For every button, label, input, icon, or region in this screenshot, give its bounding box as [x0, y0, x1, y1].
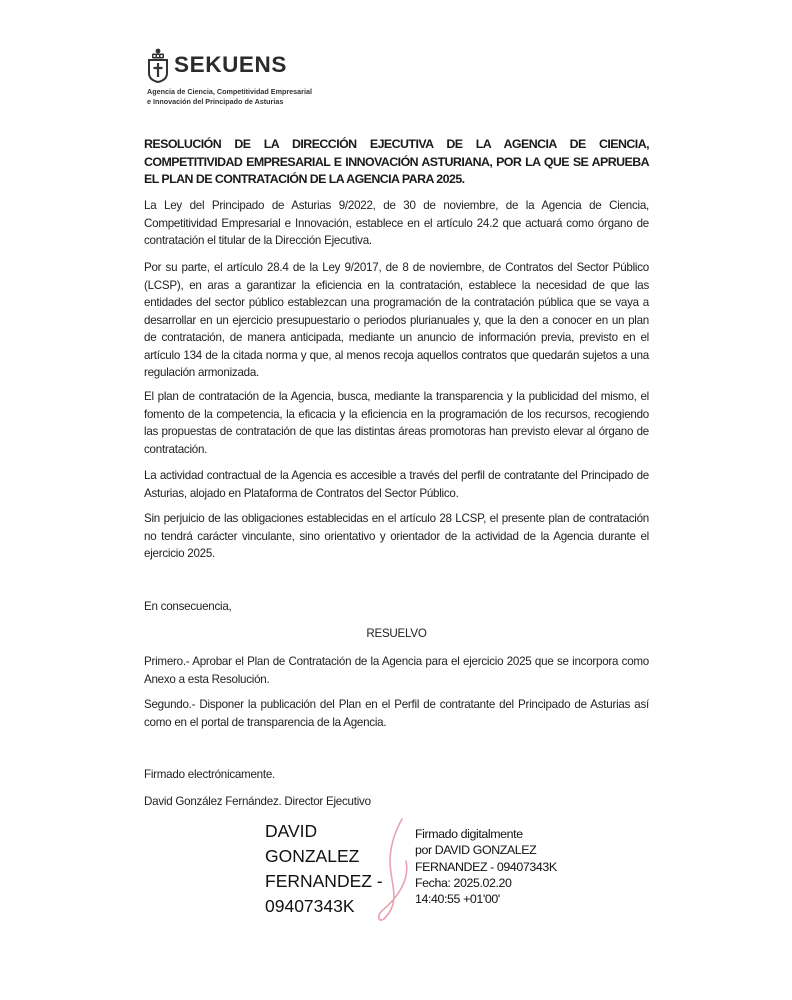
- signature-name-line: GONZALEZ: [265, 846, 360, 866]
- signer-name: David González Fernández. Director Ejecutivo: [144, 795, 371, 808]
- signature-flourish-icon: [358, 815, 418, 925]
- agency-subtitle: [147, 87, 312, 106]
- document-title: RESOLUCIÓN DE LA DIRECCIÓN EJECUTIVA DE LA AGENCIA DE CIENCIA, COMPETITIVIDAD EMPRESARIAL E INNOVACIÓN ASTURIANA, POR LA QUE SE APRUEBA EL PLAN DE CONTRATACIÓN DE LA AGENCIA PARA 2025.: [144, 137, 649, 186]
- digital-signature-info: [415, 826, 557, 907]
- brand-name: SEKUENS: [174, 52, 287, 77]
- signed-electronically: Firmado electrónicamente.: [144, 768, 276, 781]
- paragraph-2: Por su parte, el artículo 28.4 de la Ley 9/2017, de 8 de noviembre, de Contratos del Sector Público (LCSP), en aras a garantizar la eficiencia en la contratación, establece la necesidad de que las entidades del sector público establezcan una programación de la contratación pública que se vaya a desarrollar en un ejercicio presupuestario o periodos plurianuales y, que la den a conocer en un plan de contratación, de manera anticipada, mediante un anuncio de información previa, previsto en el artículo 134 de la citada norma y que, al menos recoja aquellos contratos que quedarán sujetos a una regulación armonizada.: [144, 261, 649, 379]
- agency-subtitle-line-2: e Innovación del Principado de Asturias: [147, 96, 284, 106]
- agency-subtitle-line-1: Agencia de Ciencia, Competitividad Empresarial: [147, 87, 312, 96]
- signature-info-line: 14:40:55 +01'00': [415, 892, 500, 907]
- consequence-text: En consecuencia,: [144, 600, 232, 613]
- resolve-heading: RESUELVO: [366, 627, 427, 640]
- signature-info-line: por DAVID GONZALEZ: [415, 843, 537, 858]
- resolution-first: Primero.- Aprobar el Plan de Contratación de la Agencia para el ejercicio 2025 que se incorpora como Anexo a esta Resolución.: [144, 655, 649, 686]
- resolution-second: Segundo.- Disponer la publicación del Plan en el Perfil de contratante del Principado de Asturias así como en el portal de transparencia de la Agencia.: [144, 698, 649, 729]
- signature-name-line: FERNANDEZ -: [265, 871, 383, 891]
- signature-info-line: Firmado digitalmente: [415, 827, 523, 841]
- agency-logo: [147, 47, 367, 109]
- paragraph-5: Sin perjuicio de las obligaciones establecidas en el artículo 28 LCSP, el presente plan de contratación no tendrá carácter vinculante, sino orientativo y orientador de la actividad de la Agencia durante el ejercicio 2025.: [144, 512, 649, 560]
- signature-info-line: FERNANDEZ - 09407343K: [415, 859, 557, 874]
- signature-name-line: DAVID: [265, 821, 318, 841]
- paragraph-4: La actividad contractual de la Agencia es accesible a través del perfil de contratante del Principado de Asturias, alojado en Plataforma de Contratos del Sector Público.: [144, 469, 649, 500]
- signature-name-line: 09407343K: [265, 896, 355, 916]
- coat-of-arms-icon: [147, 47, 169, 83]
- paragraph-3: El plan de contratación de la Agencia, busca, mediante la transparencia y la publicidad del mismo, el fomento de la competencia, la eficacia y la eficiencia en la programación de los recursos, recogiendo las propuestas de contratación de que las distintas áreas promotoras han previsto elevar al órgano de contratación.: [144, 390, 649, 456]
- signature-info-line: Fecha: 2025.02.20: [415, 875, 512, 890]
- paragraph-1: La Ley del Principado de Asturias 9/2022, de 30 de noviembre, de la Agencia de Ciencia, Competitividad Empresarial e Innovación, establece en el artículo 24.2 que actuará como órgano de contratación el titular de la Dirección Ejecutiva.: [144, 199, 649, 247]
